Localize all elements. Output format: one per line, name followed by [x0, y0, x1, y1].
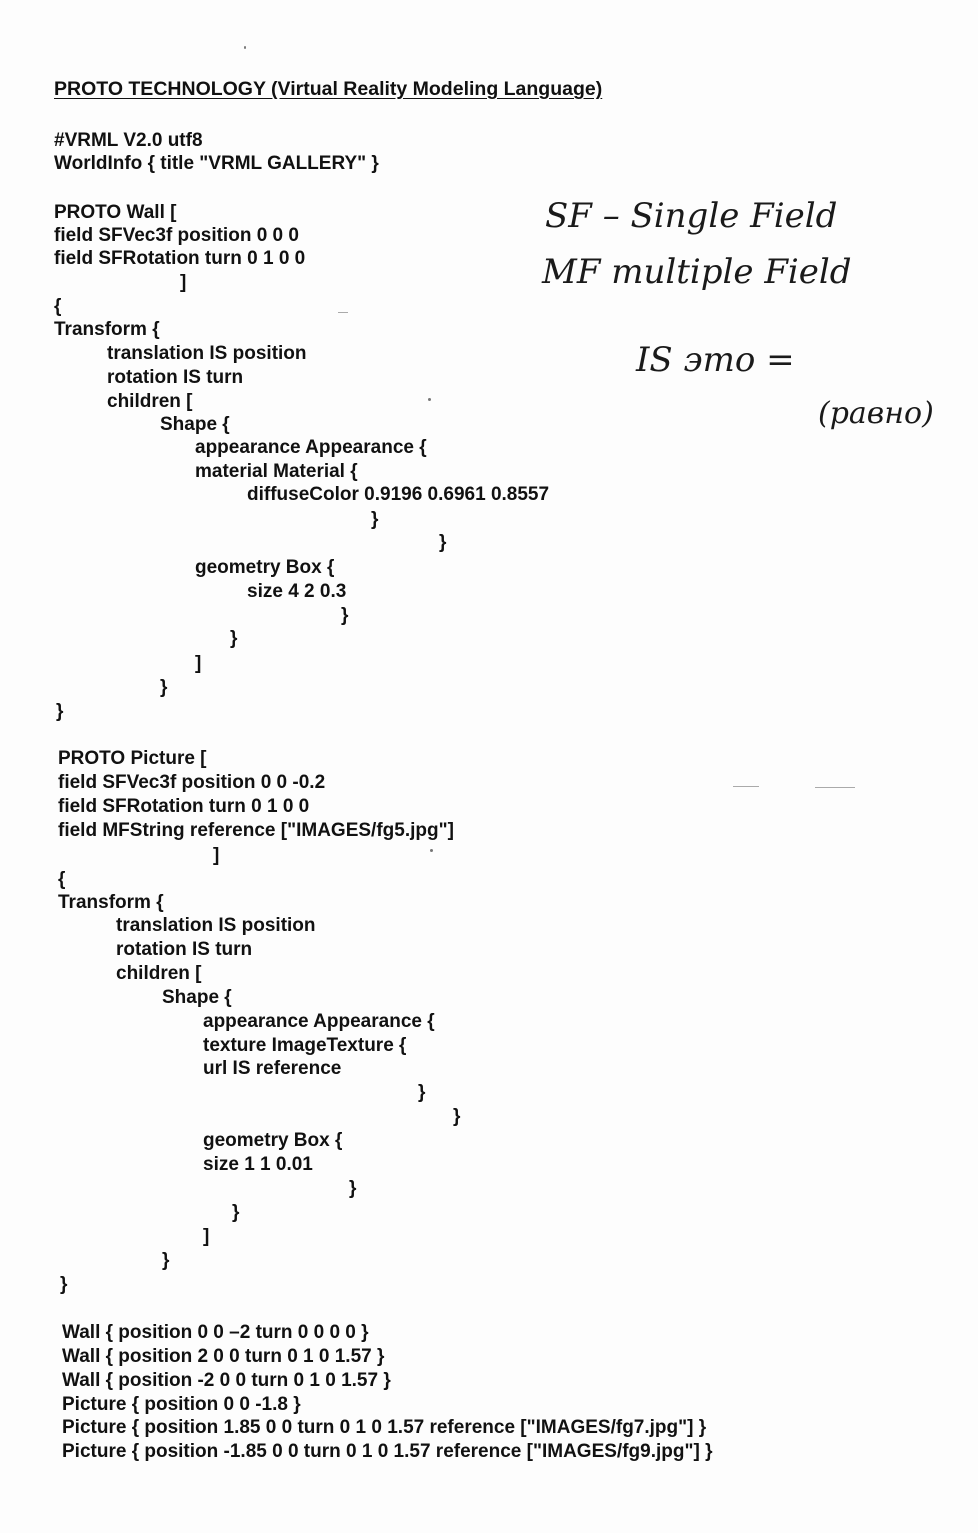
code-line: geometry Box { — [203, 1130, 343, 1151]
code-line: url IS reference — [203, 1058, 342, 1079]
code-line: } — [56, 701, 64, 722]
instance-line: Picture { position 0 0 -1.8 } — [62, 1394, 301, 1415]
code-line: rotation IS turn — [116, 939, 253, 960]
instance-line: Picture { position -1.85 0 0 turn 0 1 0 1.57 reference ["IMAGES/fg9.jpg"] } — [62, 1441, 713, 1462]
instance-line: Picture { position 1.85 0 0 turn 0 1 0 1.57 reference ["IMAGES/fg7.jpg"] } — [62, 1417, 707, 1438]
code-line: children [ — [107, 391, 193, 412]
code-line: } — [349, 1178, 357, 1199]
code-line: } — [230, 628, 238, 649]
code-line: translation IS position — [107, 343, 307, 364]
code-line: ] — [195, 653, 202, 674]
scan-speck — [244, 46, 246, 49]
code-line: field SFVec3f position 0 0 -0.2 — [58, 772, 326, 793]
worldinfo-line: WorldInfo { title "VRML GALLERY" } — [54, 153, 379, 174]
code-line: { — [54, 296, 62, 317]
handwritten-note-mf: MF multiple Field — [542, 252, 852, 292]
code-line: field SFVec3f position 0 0 0 — [54, 225, 299, 246]
code-line: PROTO Picture [ — [58, 748, 207, 769]
code-line: ] — [180, 272, 187, 293]
code-line: } — [341, 605, 349, 626]
code-line: appearance Appearance { — [203, 1011, 435, 1032]
code-line: field MFString reference ["IMAGES/fg5.jpg"] — [58, 820, 454, 841]
scan-mark — [338, 312, 348, 313]
code-line: field SFRotation turn 0 1 0 0 — [54, 248, 306, 269]
code-line: } — [371, 509, 379, 530]
code-line: } — [160, 677, 168, 698]
code-line: } — [232, 1202, 240, 1223]
code-line: } — [439, 532, 447, 553]
scan-speck — [430, 849, 433, 852]
code-line: ] — [213, 845, 220, 866]
scan-mark — [733, 786, 759, 787]
code-line: Transform { — [54, 319, 160, 340]
instance-line: Wall { position 2 0 0 turn 0 1 0 1.57 } — [62, 1346, 385, 1367]
code-line: size 1 1 0.01 — [203, 1154, 313, 1175]
handwritten-note-ravno: (равно) — [818, 396, 934, 431]
code-line: rotation IS turn — [107, 367, 244, 388]
scan-speck — [428, 398, 431, 401]
code-line: field SFRotation turn 0 1 0 0 — [58, 796, 310, 817]
code-line: } — [60, 1274, 68, 1295]
code-line: appearance Appearance { — [195, 437, 427, 458]
code-line: Shape { — [162, 987, 232, 1008]
handwritten-note-sf: SF – Single Field — [545, 196, 838, 236]
code-line: } — [453, 1106, 461, 1127]
code-line: size 4 2 0.3 — [247, 581, 347, 602]
instance-line: Wall { position -2 0 0 turn 0 1 0 1.57 } — [62, 1370, 391, 1391]
code-line: Shape { — [160, 414, 230, 435]
code-line: } — [162, 1250, 170, 1271]
code-line: ] — [203, 1226, 210, 1247]
code-line: Transform { — [58, 892, 164, 913]
code-line: PROTO Wall [ — [54, 202, 177, 223]
code-line: geometry Box { — [195, 557, 335, 578]
code-line: translation IS position — [116, 915, 316, 936]
scan-mark — [815, 787, 855, 788]
code-line: texture ImageTexture { — [203, 1035, 407, 1056]
code-line: material Material { — [195, 461, 358, 482]
document-title: PROTO TECHNOLOGY (Virtual Reality Modeling Language) — [54, 78, 603, 100]
code-line: diffuseColor 0.9196 0.6961 0.8557 — [247, 484, 550, 505]
code-line: { — [58, 869, 66, 890]
handwritten-note-is: IS это = — [636, 340, 795, 380]
code-line: children [ — [116, 963, 202, 984]
code-line: } — [418, 1082, 426, 1103]
instance-line: Wall { position 0 0 –2 turn 0 0 0 0 } — [62, 1322, 369, 1343]
vrml-header-line: #VRML V2.0 utf8 — [54, 130, 203, 151]
